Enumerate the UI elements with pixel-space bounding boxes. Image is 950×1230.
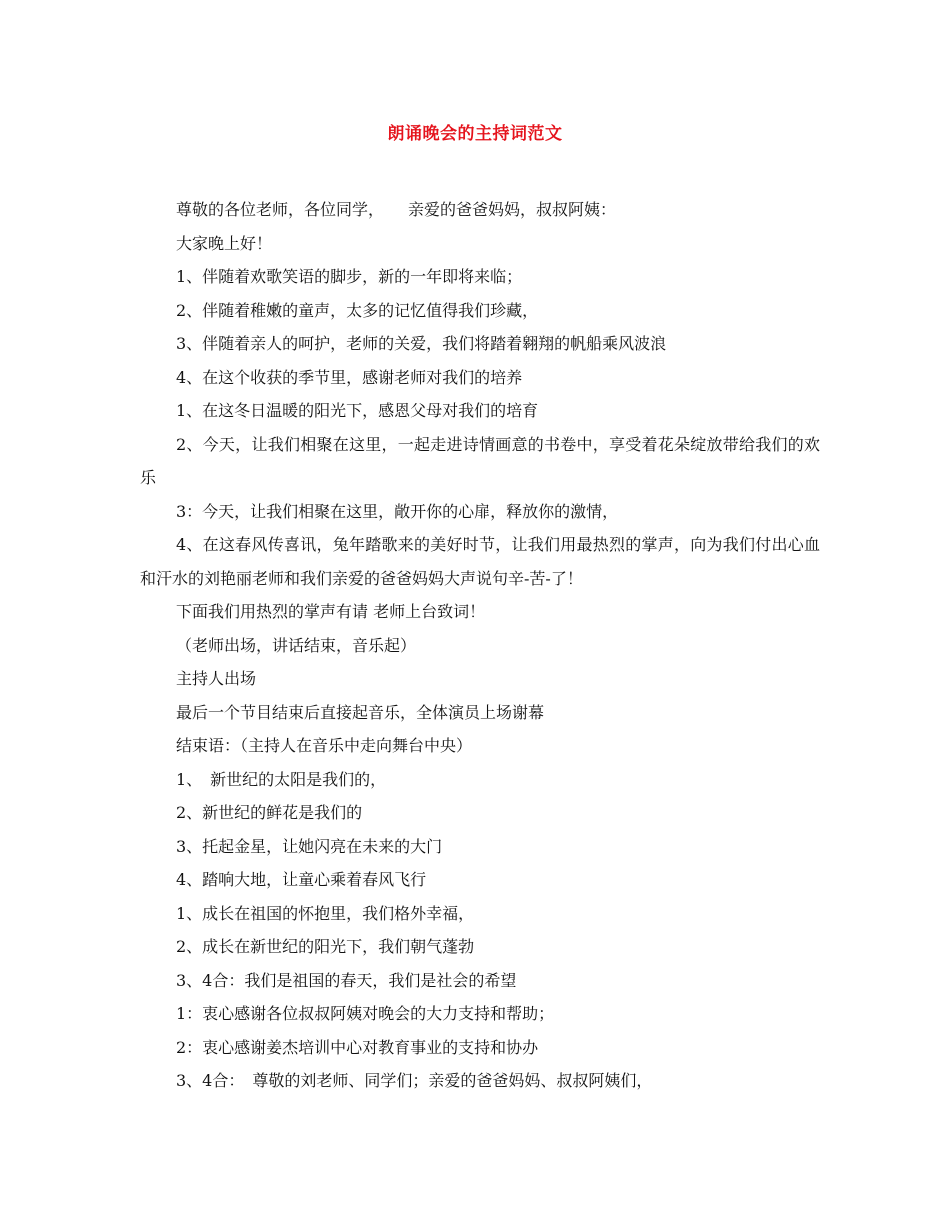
paragraph: 主持人出场 xyxy=(176,669,257,688)
paragraph: 下面我们用热烈的掌声有请 老师上台致词！ xyxy=(176,602,486,621)
paragraph: （老师出场，讲话结束，音乐起） xyxy=(176,635,417,655)
paragraph: 3、伴随着亲人的呵护，老师的关爱，我们将踏着翱翔的帆船乘风波浪 xyxy=(176,334,667,353)
paragraph: 1、在这冬日温暖的阳光下，感恩父母对我们的培育 xyxy=(176,401,539,420)
paragraph: 2、成长在新世纪的阳光下，我们朝气蓬勃 xyxy=(176,937,475,956)
paragraph: 2：衷心感谢姜杰培训中心对教育事业的支持和协办 xyxy=(176,1037,539,1057)
paragraph: 3：今天，让我们相聚在这里，敞开你的心扉，释放你的激情， xyxy=(176,501,619,521)
document-body xyxy=(140,193,820,1098)
paragraph: 4、在这春风传喜讯，兔年踏歌来的美好时节，让我们用最热烈的掌声，向为我们付出心血和汗水的刘艳丽老师和我们亲爱的爸爸妈妈大声说句辛-苦-了！ xyxy=(140,535,820,588)
paragraph: 2、今天，让我们相聚在这里，一起走进诗情画意的书卷中，享受着花朵绽放带给我们的欢乐 xyxy=(140,434,820,487)
paragraph: 4、踏响大地，让童心乘着春风飞行 xyxy=(176,870,427,889)
paragraph: 3、4合：我们是祖国的春天，我们是社会的希望 xyxy=(176,970,517,990)
paragraph: 结束语：（主持人在音乐中走向舞台中央） xyxy=(176,736,473,755)
paragraph: 4、在这个收获的季节里，感谢老师对我们的培养 xyxy=(176,367,523,387)
paragraph: 1、成长在祖国的怀抱里，我们格外幸福， xyxy=(176,903,475,923)
paragraph: 1、 新世纪的太阳是我们的， xyxy=(176,769,387,789)
paragraph: 3、4合： 尊敬的刘老师、同学们；亲爱的爸爸妈妈、叔叔阿姨们， xyxy=(176,1071,653,1090)
paragraph: 最后一个节目结束后直接起音乐，全体演员上场谢幕 xyxy=(176,702,545,722)
paragraph: 2、伴随着稚嫩的童声，太多的记忆值得我们珍藏， xyxy=(176,300,539,320)
paragraph: 1：衷心感谢各位叔叔阿姨对晚会的大力支持和帮助； xyxy=(176,1004,555,1023)
paragraph: 2、新世纪的鲜花是我们的 xyxy=(176,803,363,822)
paragraph: 3、托起金星，让她闪亮在未来的大门 xyxy=(176,836,443,856)
document-title: 朗诵晚会的主持词范文 xyxy=(387,124,563,144)
paragraph: 大家晚上好！ xyxy=(176,233,273,253)
paragraph: 1、伴随着欢歌笑语的脚步，新的一年即将来临； xyxy=(176,267,523,286)
paragraph: 尊敬的各位老师，各位同学， 亲爱的爸爸妈妈，叔叔阿姨： xyxy=(176,200,617,219)
